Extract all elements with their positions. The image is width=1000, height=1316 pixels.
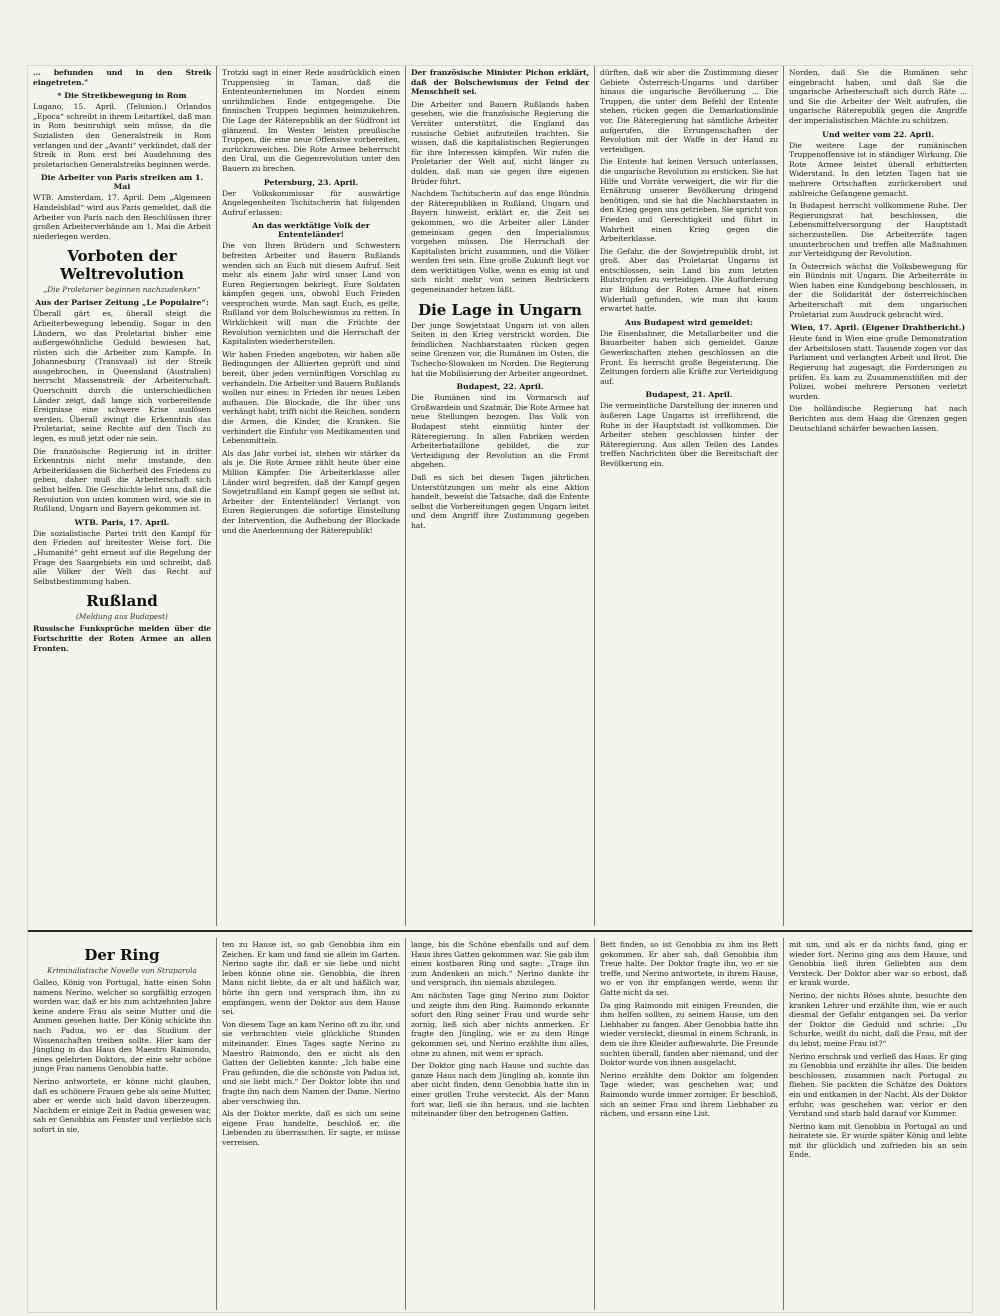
article-paragraph: mit um, und als er da nichts fand, ging er wieder fort. Nerino ging aus dem Hause, und Genobbia ließ ihren Geliebten aus dem Versteck. Der Doktor aber war so erbost, daß er krank wurde. — [789, 940, 967, 988]
article-paragraph: Daß es sich bei diesen Tagen jährlichen Unterstützungen um mehr als eine Aktion handelt, beweist die Tatsache, daß die Entente selbst die Vorbereitungen gegen Ungarn leitet und dem Angriff ihre Zustimmung gegeben hat. — [411, 472, 589, 530]
article-paragraph: Die holländische Regierung hat nach Berichten aus dem Haag die Grenzen gegen Deutschland schärfer bewachen lassen. — [789, 404, 967, 433]
dateline: Aus der Pariser Zeitung „Le Populaire“: — [35, 298, 209, 308]
article-paragraph: Nachdem Tschitscherin auf das enge Bündnis der Räterepubliken in Rußland, Ungarn und Bayern hinweist, erklärt er, die Zeit sei gekommen, wo die Arbeiter aller Länder gemeinsam gegen den Imperialismus vorgehen müssen. Die Herrschaft der Kapitalisten bricht zusammen, und die Völker werden frei sein. Eine große Zukunft liegt vor dem werktätigen Volke, wenn es einig ist und sich nicht mehr von seinen Bedrückern gegeneinander hetzen läßt. — [411, 189, 589, 295]
dateline: Budapest, 22. April. — [456, 382, 544, 392]
columns_bottom-column-2 — [217, 938, 406, 1310]
article-paragraph: Der französische Minister Pichon erklärt, daß der Bolschewismus der Feind der Menschheit sei. — [411, 68, 589, 97]
article-headline: Rußland — [86, 592, 158, 611]
article-paragraph: Nerino erzählte dem Doktor am folgenden Tage wieder, was geschehen war, und Raimondo wurde immer zorniger. Er beschloß, sich an seiner Frau und ihrem Liebhaber zu rächen, und ersann eine List. — [600, 1070, 778, 1119]
article-paragraph: Lugano, 15. April. (Telunion.) Orlandos „Epoca“ schreibt in ihrem Leitartikel, daß man in Rom beunruhigt sein müsse, da die Sozialisten den Generalstreik in Rom verlangen und der „Avanti“ verkündet, daß der Streik in Rom erst bei Ausdehnung des proletarischen Generalstreiks beginnen werde. — [33, 102, 211, 169]
article-paragraph: Trotzki sagt in einer Rede ausdrücklich einen Truppensieg in Taman, daß die Ententeunternehmen im Norden einem unrühmlichen Ende entgegengehe. Die finnischen Truppen beginnen heimzukehren. Die Lage der Räterepublik an der Südfront ist glänzend. Im Westen leisten preußische Truppen, die eine neue Offensive vorbereiten, zurückzuweichen. Die Rote Armee beherrscht den Ural, um die Gegenrevolution unter den Bauern zu brechen. — [222, 68, 400, 173]
article-paragraph: Galleo, König von Portugal, hatte einen Sohn namens Nerino, welcher so sorgfältig erzogen worden war, daß er bis zum achtzehnten Jahre keine andere Frau als seine Mutter und die Ammen gesehen hatte. Der König schickte ihn nach Padua, wo er das Studium der Wissenschaften treiben sollte. Hier kam der Jüngling in das Haus des Maestro Raimondo, eines gelehrten Doktors, der eine sehr schöne junge Frau namens Genobbia hatte. — [33, 978, 211, 1074]
columns_top-column-1 — [28, 66, 217, 926]
columns_bottom-column-4 — [595, 938, 784, 1310]
columns_bottom-column-3 — [406, 938, 595, 1310]
dateline: * Die Streikbewegung in Rom — [57, 91, 187, 101]
article-subheadline: (Meldung aus Budapest) — [76, 612, 168, 622]
article-paragraph: In Budapest herrscht vollkommene Ruhe. Der Regierungsrat hat beschlossen, die Lebensmittelversorgung der Hauptstadt sicherzustellen. Die Arbeiterräte tagen ununterbrochen und treffen alle Maßnahmen zur Verteidigung der Revolution. — [789, 201, 967, 259]
article-paragraph: Die Entente hat keinen Versuch unterlassen, die ungarische Revolution zu ersticken. Sie hat Hilfe und Vorräte verweigert, die wir für die Ernährung unserer Bevölkerung dringend benötigen, und sie hat die Nachbarstaaten in den Krieg gegen uns getrieben. Sie spricht von Frieden und Gerechtigkeit und führt in Wahrheit einen Krieg gegen die Arbeiterklasse. — [600, 157, 778, 244]
article-paragraph: Die sozialistische Partei tritt den Kampf für den Frieden auf breitester Weise fort. Die „Humanité“ geht erneut auf die Regelung der Frage des Saargebiets ein und schreibt, daß alle Völker der Welt das Recht auf Selbstbestimmung haben. — [33, 528, 211, 586]
dateline: Budapest, 21. April. — [645, 390, 733, 400]
article-paragraph: ten zu Hause ist, so gab Genobbia ihm ein Zeichen. Er kam und fand sie allein im Garten. Nerino sagte ihr, daß er sie liebe und nicht leben könne ohne sie. Genobbia, die ihren Mann nicht liebte, da er alt und häßlich war, hörte ihn gern und versprach ihm, ihn zu empfangen, wenn der Doktor aus dem Hause sei. — [222, 940, 400, 1017]
article-paragraph: Überall gärt es, überall steigt die Arbeiterbewegung lebendig. Sogar in den Ländern, wo das Proletariat bisher eine außergewöhnliche Geduld bewiesen hat, rüsten sich die Arbeiter zum Kampfe. In Johannesburg (Transvaal) ist der Streik ausgebrochen, in Queensland (Australien) herrscht Massenstreik der Arbeiterschaft. Querschnitt durch die unterschiedlichen Länder zeigt, daß lange sich vorbereitende Ereignisse eine schwere Krise auslösen werden. Überall zwingt die Erkenntnis das Proletariat, seine Rechte auf den Tisch zu legen, es muß jetzt oder nie sein. — [33, 309, 211, 444]
article-paragraph: Der junge Sowjetstaat Ungarn ist von allen Seiten in den Krieg verstrickt worden. Die feindlichen Nachbarstaaten rücken gegen seine Grenzen vor, die Rumänen im Osten, die Tschecho-Slowaken im Norden. Die Regierung hat die Mobilisierung der Arbeiter angeordnet. — [411, 320, 589, 378]
article-paragraph: Nerino, der nichts Böses ahnte, besuchte den kranken Lehrer und erzählte ihm, wie er auch diesmal der Gefahr entgangen sei. Da verlor der Doktor die Geduld und schrie: „Du Schurke, weißt du nicht, daß die Frau, mit der du lebst, meine Frau ist?“ — [789, 990, 967, 1048]
article-paragraph: WTB. Amsterdam, 17. April. Dem „Algemeen Handelsblad“ wird aus Paris gemeldet, daß die Arbeiter von Paris nach den Beschlüssen ihrer großen Arbeiterverbände am 1. Mai die Arbeit niederlegen werden. — [33, 193, 211, 241]
article-paragraph: Die vermeintliche Darstellung der inneren und äußeren Lage Ungarns ist irreführend, die Ruhe in der Hauptstadt ist vollkommen. Die Arbeiter stehen geschlossen hinter der Räteregierung. Aus allen Teilen des Landes treffen Nachrichten über die Bereitschaft der Bevölkerung ein. — [600, 401, 778, 468]
article-paragraph: Die Gefahr, die der Sowjetrepublik droht, ist groß. Aber das Proletariat Ungarns ist entschlossen, sein Land bis zum letzten Blutstropfen zu verteidigen. Die Aufforderung zur Bildung der Roten Armee hat einen Widerhall gefunden, wie man ihn kaum erwartet hatte. — [600, 246, 778, 314]
article-paragraph: Die Rumänen sind im Vormarsch auf Großwardein und Szatmár. Die Rote Armee hat neue Stellungen bezogen. Das Volk von Budapest steht einmütig hinter der Räteregierung. In allen Fabriken werden Arbeiterbataillone gebildet, die zur Verteidigung der Revolution an die Front abgehen. — [411, 393, 589, 470]
article-paragraph: ... befunden und in den Streik eingetreten.“ — [33, 68, 211, 87]
article-paragraph: Der Volkskommissar für auswärtige Angelegenheiten Tschitscherin hat folgenden Aufruf erlassen: — [222, 188, 400, 217]
article-subheadline: Kriminalistische Novelle von Straparola — [47, 966, 197, 975]
article-paragraph: Die von Ihren Brüdern und Schwestern befreiten Arbeiter und Bauern Rußlands wenden sich an Euch mit diesem Aufruf. Seit mehr als einem Jahr wird unser Land von Euren Regierungen bekriegt. Eure Soldaten kämpfen gegen uns, obwohl Euch Frieden versprochen wurde. Man sagt Euch, es gelte, Rußland vor dem Bolschewismus zu retten. In Wirklichkeit will man die Früchte der Revolution vernichten und die Herrschaft der Kapitalisten wiederherstellen. — [222, 241, 400, 347]
dateline: Petersburg, 23. April. — [263, 177, 359, 187]
article-paragraph: Russische Funksprüche melden über die Fortschritte der Roten Armee an allen Fronten. — [33, 624, 211, 653]
article-paragraph: Nerino erschrak und verließ das Haus. Er ging zu Genobbia und erzählte ihr alles. Die beiden beschlossen, zusammen nach Portugal zu fliehen. Sie packten die Schätze des Doktors ein und entkamen in der Nacht. Als der Doktor erfuhr, was geschehen war, verlor er den Verstand und starb bald darauf vor Kummer. — [789, 1051, 967, 1119]
columns_top-column-3 — [406, 66, 595, 926]
columns_bottom-column-5 — [784, 938, 972, 1310]
article-paragraph: lange, bis die Schöne ebenfalls und auf dem Haus ihres Gatten gekommen war. Sie gab ihm einen kostbaren Ring und sagte: „Trage ihn zum Andenken an mich.“ Nerino dankte ihr und versprach, ihn niemals abzulegen. — [411, 940, 589, 988]
article-subheadline: „Die Proletarier beginnen nachzudenken“ — [43, 285, 201, 295]
article-paragraph: Als das Jahr vorbei ist, stehen wir stärker da als je. Die Rote Armee zählt heute über eine Million Kämpfer. Die Arbeiterklasse aller Länder wird begreifen, daß der Kampf gegen Sowjetrußland ein Kampf gegen sie selbst ist. Arbeiter der Ententeländer! Verlangt von Euren Regierungen die sofortige Einstellung der Intervention, die Aufhebung der Blockade und die Anerkennung der Räterepublik! — [222, 448, 400, 535]
article-headline: Der Ring — [84, 946, 160, 964]
article-paragraph: Da ging Raimondo mit einigen Freunden, die ihm helfen sollten, zu seinem Hause, um den Liebhaber zu fangen. Aber Genobbia hatte ihn wieder versteckt, diesmal in einem Schrank, in dem sie ihre Kleider aufbewahrte. Die Freunde suchten überall, fanden aber niemand, und der Doktor wurde von ihnen ausgelacht. — [600, 1000, 778, 1068]
section-divider — [28, 930, 972, 932]
top-columns — [28, 66, 972, 926]
article-paragraph: Die Eisenbahner, die Metallarbeiter und die Bauarbeiter haben sich gemeldet. Ganze Gewerkschaften ziehen geschlossen an die Front. Es herrscht große Begeisterung. Die Zeitungen fordern alle Kräfte zur Verteidigung auf. — [600, 328, 778, 386]
dateline: Und weiter vom 22. April. — [822, 129, 934, 139]
article-paragraph: Am nächsten Tage ging Nerino zum Doktor und zeigte ihm den Ring. Raimondo erkannte sofort den Ring seiner Frau und wurde sehr zornig, ließ sich aber nichts anmerken. Er fragte den Jüngling, wie er zu dem Ringe gekommen sei, und Nerino erzählte ihm alles, ohne zu ahnen, mit wem er sprach. — [411, 990, 589, 1058]
article-paragraph: Heute fand in Wien eine große Demonstration der Arbeitslosen statt. Tausende zogen vor das Parlament und verlangten Arbeit und Brot. Die Regierung hat zugesagt, die Forderungen zu prüfen. Es kam zu Zusammenstößen mit der Polizei, wobei mehrere Personen verletzt wurden. — [789, 334, 967, 401]
columns_top-column-4 — [595, 66, 784, 926]
article-paragraph: Norden, daß Sie die Rumänen sehr eingebracht haben, und daß Sie die ungarische Arbeiterschaft sich durch Räte ... und Sie die Arbeiter der Welt aufrufen, die ungarische Räterepublik gegen die Angriffe der imperialistischen Mächte zu schützen. — [789, 68, 967, 125]
article-paragraph: Nerino antwortete, er könne nicht glauben, daß es schönere Frauen gebe als seine Mutter, aber er werde sich bald davon überzeugen. Nachdem er einige Zeit in Padua gewesen war, sah er Genobbia am Fenster und verliebte sich sofort in sie. — [33, 1076, 211, 1134]
article-paragraph: Nerino kam mit Genobbia in Portugal an und heiratete sie. Er wurde später König und lebte mit ihr glücklich und zufrieden bis an sein Ende. — [789, 1121, 967, 1160]
dateline: WTB. Paris, 17. April. — [74, 517, 170, 527]
columns_top-column-5 — [784, 66, 972, 926]
article-paragraph: Bett finden, so ist Genobbia zu ihm ins Bett gekommen. Er aber sah, daß Genobbia ihm Treue halte. Der Doktor fragte ihn, wo er sie treffe, und Nerino antwortete, in ihrem Hause, wo er von ihr empfangen werde, wenn ihr Gatte nicht da sei. — [600, 940, 778, 997]
article-paragraph: Als der Doktor merkte, daß es sich um seine eigene Frau handelte, beschloß er, die Liebenden zu überraschen. Er sagte, er müsse verreisen. — [222, 1109, 400, 1147]
dateline: Die Arbeiter von Paris streiken am 1. Mai — [40, 173, 204, 192]
newspaper-page — [28, 66, 972, 1312]
dateline: Aus Budapest wird gemeldet: — [624, 317, 754, 327]
article-paragraph: In Österreich wächst die Volksbewegung für ein Bündnis mit Ungarn. Die Arbeiterräte in Wien haben eine Kundgebung beschlossen, in der die Solidarität der österreichischen Arbeiterschaft mit dem ungarischen Proletariat zum Ausdruck gebracht wird. — [789, 261, 967, 319]
article-paragraph: Die französische Regierung ist in dritter Erkenntnis nicht mehr imstande, den Arbeiterklassen die Sicherheit des Friedens zu geben, daher muß die Arbeiterschaft sich selbst helfen. Die Geschichte lehrt uns, daß die Revolution von unten kommen wird, wie sie in Rußland, Ungarn und Bayern gekommen ist. — [33, 446, 211, 514]
dateline: An das werktätige Volk der Ententeländer! — [252, 221, 370, 240]
bottom-columns — [28, 938, 972, 1310]
article-paragraph: Die Arbeiter und Bauern Rußlands haben gesehen, wie die französische Regierung die Verräter unterstützt, die England das russische Gebiet aufzuteilen trachten. Sie wissen, daß die kapitalistischen Regierungen für ihre Interessen kämpfen. Wir rufen die Proletarier der Welt auf, nicht länger zu dulden, daß man sie gegen ihre eigenen Brüder führt. — [411, 99, 589, 186]
columns_bottom-column-1 — [28, 938, 217, 1310]
article-paragraph: Der Doktor ging nach Hause und suchte das ganze Haus nach dem Jüngling ab, konnte ihn aber nicht finden, denn Genobbia hatte ihn in einer großen Truhe versteckt. Als der Mann fort war, ließ sie ihn heraus, und sie lachten miteinander über den betrogenen Gatten. — [411, 1061, 589, 1119]
columns_top-column-2 — [217, 66, 406, 926]
article-paragraph: Wir haben Frieden angeboten, wir haben alle Bedingungen der Alliierten geprüft und sind bereit, über jeden vernünftigen Vorschlag zu verhandeln. Die Arbeiter und Bauern Rußlands wollen nur eines: in Frieden ihr neues Leben aufbauen. Die Blockade, die Ihr über uns verhängt habt, trifft nicht die Reichen, sondern die Armen, die Kinder, die Kranken. Sie verhindert die Einfuhr von Medikamenten und Lebensmitteln. — [222, 349, 400, 446]
article-headline: Die Lage in Ungarn — [418, 300, 582, 319]
article-headline: Vorboten der Weltrevolution — [59, 247, 185, 284]
article-paragraph: Die weitere Lage der rumänischen Truppenoffensive ist in ständiger Wirkung. Die Rote Armee leistet überall erbitterten Widerstand. In den letzten Tagen hat sie mehrere Ortschaften zurückerobert und zahlreiche Gefangene gemacht. — [789, 140, 967, 198]
article-paragraph: dürften, daß wir aber die Zustimmung dieser Gebiete Österreich-Ungarns und darüber hinaus die ungarische Bevölkerung ... Die Truppen, die unter dem Befehl der Entente stehen, rücken gegen die Demarkationslinie vor. Die Räteregierung hat sämtliche Arbeiter aufgerufen, die Errungenschaften der Revolution mit der Waffe in der Hand zu verteidigen. — [600, 68, 778, 154]
article-paragraph: Von diesem Tage an kam Nerino oft zu ihr, und sie verbrachten viele glückliche Stunden miteinander. Eines Tages sagte Nerino zu Maestro Raimondo, den er nicht als den Gatten der Geliebten kannte: „Ich habe eine Frau gefunden, die die schönste von Padua ist, und sie liebt mich.“ Der Doktor lobte ihn und fragte ihn nach dem Namen der Dame. Nerino aber verschwieg ihn. — [222, 1019, 400, 1106]
dateline: Wien, 17. April. (Eigener Drahtbericht.) — [790, 323, 966, 333]
